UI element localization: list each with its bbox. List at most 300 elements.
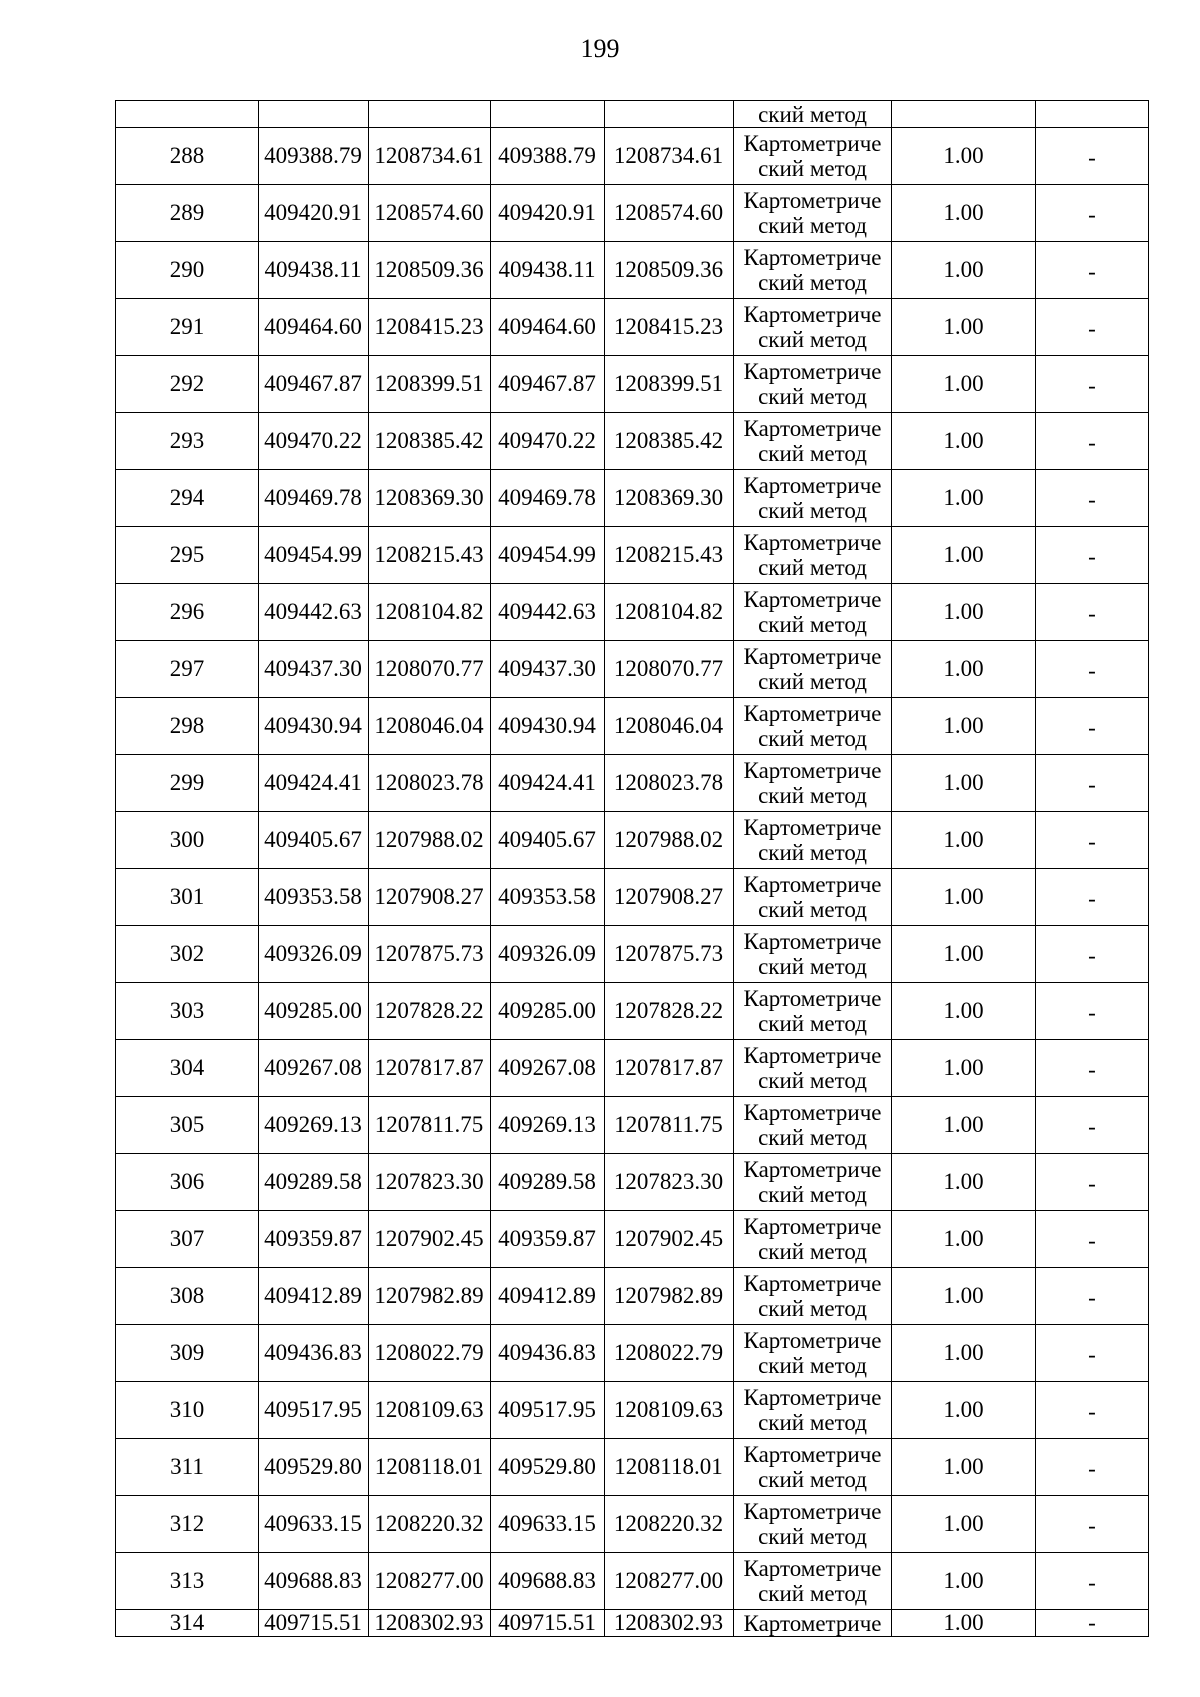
method-line-1: Картометриче (743, 1157, 882, 1182)
method-line-2: ский метод (758, 1239, 867, 1264)
method-line-2: ский метод (758, 1296, 867, 1321)
x-coordinate-new: 409405.67 (491, 812, 605, 869)
method-cell (734, 1439, 892, 1496)
accuracy-value: 1.00 (892, 299, 1036, 356)
y-coordinate-existing: 1207823.30 (369, 1154, 491, 1211)
x-coordinate-existing: 409285.00 (259, 983, 369, 1040)
method-line-2: ский метод (758, 441, 867, 466)
table-row (116, 812, 1149, 869)
method-line-1: Картометриче (743, 1043, 882, 1068)
note-value: - (1036, 1268, 1149, 1325)
accuracy-value: 1.00 (892, 1040, 1036, 1097)
note-value: - (1036, 356, 1149, 413)
note-value: - (1036, 926, 1149, 983)
point-number: 303 (116, 983, 259, 1040)
point-number: 311 (116, 1439, 259, 1496)
y-coordinate-existing: 1207875.73 (369, 926, 491, 983)
y-coordinate-new: 1208220.32 (605, 1496, 734, 1553)
method-cell (734, 641, 892, 698)
method-line-1: Картометриче (743, 701, 882, 726)
x-coordinate-new: 409430.94 (491, 698, 605, 755)
accuracy-value: 1.00 (892, 185, 1036, 242)
point-number: 297 (116, 641, 259, 698)
note-value: - (1036, 1439, 1149, 1496)
y-coordinate-new: 1208109.63 (605, 1382, 734, 1439)
method-line-2: ский метод (758, 1353, 867, 1378)
table-row (116, 527, 1149, 584)
method-cell (734, 1211, 892, 1268)
y-coordinate-existing: 1208118.01 (369, 1439, 491, 1496)
method-line-1: Картометриче (743, 131, 882, 156)
x-coordinate-existing: 409470.22 (259, 413, 369, 470)
method-cell (734, 1040, 892, 1097)
point-number: 304 (116, 1040, 259, 1097)
x-coordinate-new: 409420.91 (491, 185, 605, 242)
x-coordinate-existing: 409442.63 (259, 584, 369, 641)
y-coordinate-new: 1208734.61 (605, 128, 734, 185)
table-row (116, 1439, 1149, 1496)
y-coordinate-existing: 1207988.02 (369, 812, 491, 869)
x-coordinate-new: 409267.08 (491, 1040, 605, 1097)
method-line-2: ский метод (758, 783, 867, 808)
note-value: - (1036, 641, 1149, 698)
accuracy-value: 1.00 (892, 1268, 1036, 1325)
point-number: 314 (116, 1610, 259, 1637)
y-coordinate-existing: 1208220.32 (369, 1496, 491, 1553)
table-row (116, 641, 1149, 698)
point-number: 306 (116, 1154, 259, 1211)
point-number: 295 (116, 527, 259, 584)
method-line-1: Картометриче (743, 359, 882, 384)
note-value: - (1036, 1211, 1149, 1268)
y-coordinate-existing: 1208215.43 (369, 527, 491, 584)
y-coordinate-new: 1208302.93 (605, 1610, 734, 1637)
x-coordinate-existing: 409269.13 (259, 1097, 369, 1154)
method-cell (734, 1097, 892, 1154)
y-coordinate-existing: 1208415.23 (369, 299, 491, 356)
y-coordinate-existing: 1208277.00 (369, 1553, 491, 1610)
page-number: 199 (580, 34, 620, 63)
x-coordinate-new: 409467.87 (491, 356, 605, 413)
note-value: - (1036, 1325, 1149, 1382)
y-coordinate-new: 1208574.60 (605, 185, 734, 242)
table-row (116, 698, 1149, 755)
x-coordinate-new: 409359.87 (491, 1211, 605, 1268)
accuracy-value: 1.00 (892, 356, 1036, 413)
method-cell (734, 1382, 892, 1439)
x-coordinate-existing: 409353.58 (259, 869, 369, 926)
method-line-1: Картометриче (743, 1385, 882, 1410)
table-row (116, 185, 1149, 242)
cell-empty (1036, 101, 1149, 128)
method-cell (734, 812, 892, 869)
accuracy-value: 1.00 (892, 983, 1036, 1040)
y-coordinate-new: 1208369.30 (605, 470, 734, 527)
table-row (116, 869, 1149, 926)
method-line-2: ский метод (758, 954, 867, 979)
method-line-2: ский метод (758, 1011, 867, 1036)
y-coordinate-new: 1207988.02 (605, 812, 734, 869)
x-coordinate-existing: 409412.89 (259, 1268, 369, 1325)
x-coordinate-new: 409464.60 (491, 299, 605, 356)
note-value: - (1036, 527, 1149, 584)
x-coordinate-existing: 409469.78 (259, 470, 369, 527)
y-coordinate-new: 1208277.00 (605, 1553, 734, 1610)
x-coordinate-new: 409269.13 (491, 1097, 605, 1154)
y-coordinate-existing: 1208104.82 (369, 584, 491, 641)
y-coordinate-new: 1207823.30 (605, 1154, 734, 1211)
cell-empty (259, 101, 369, 128)
x-coordinate-new: 409326.09 (491, 926, 605, 983)
y-coordinate-new: 1208415.23 (605, 299, 734, 356)
y-coordinate-new: 1208215.43 (605, 527, 734, 584)
point-number: 289 (116, 185, 259, 242)
method-line-2: ский метод (758, 612, 867, 637)
y-coordinate-existing: 1208022.79 (369, 1325, 491, 1382)
accuracy-value: 1.00 (892, 242, 1036, 299)
point-number: 291 (116, 299, 259, 356)
x-coordinate-new: 409517.95 (491, 1382, 605, 1439)
accuracy-value: 1.00 (892, 869, 1036, 926)
x-coordinate-existing: 409267.08 (259, 1040, 369, 1097)
y-coordinate-existing: 1208385.42 (369, 413, 491, 470)
method-line-1: Картометриче (743, 644, 882, 669)
x-coordinate-new: 409424.41 (491, 755, 605, 812)
method-cell (734, 983, 892, 1040)
y-coordinate-new: 1207902.45 (605, 1211, 734, 1268)
method-line-2: ский метод (758, 327, 867, 352)
accuracy-value: 1.00 (892, 1382, 1036, 1439)
method-line-1: Картометриче (743, 758, 882, 783)
y-coordinate-existing: 1208509.36 (369, 242, 491, 299)
x-coordinate-new: 409633.15 (491, 1496, 605, 1553)
method-line-1: Картометриче (743, 1271, 882, 1296)
x-coordinate-new: 409289.58 (491, 1154, 605, 1211)
y-coordinate-new: 1208118.01 (605, 1439, 734, 1496)
y-coordinate-new: 1208022.79 (605, 1325, 734, 1382)
x-coordinate-existing: 409688.83 (259, 1553, 369, 1610)
x-coordinate-existing: 409436.83 (259, 1325, 369, 1382)
method-cell (734, 413, 892, 470)
point-number: 288 (116, 128, 259, 185)
table-row (116, 1610, 1149, 1637)
x-coordinate-existing: 409517.95 (259, 1382, 369, 1439)
y-coordinate-new: 1208399.51 (605, 356, 734, 413)
method-cell (734, 584, 892, 641)
method-line-2: ский метод (758, 1410, 867, 1435)
table-row (116, 1268, 1149, 1325)
method-line-2: ский метод (758, 498, 867, 523)
accuracy-value: 1.00 (892, 1496, 1036, 1553)
x-coordinate-new: 409529.80 (491, 1439, 605, 1496)
table-row (116, 1211, 1149, 1268)
y-coordinate-new: 1208104.82 (605, 584, 734, 641)
y-coordinate-new: 1208385.42 (605, 413, 734, 470)
point-number: 296 (116, 584, 259, 641)
accuracy-value: 1.00 (892, 1610, 1036, 1637)
point-number: 300 (116, 812, 259, 869)
method-cell (734, 527, 892, 584)
accuracy-value: 1.00 (892, 1097, 1036, 1154)
accuracy-value: 1.00 (892, 1439, 1036, 1496)
accuracy-value: 1.00 (892, 1154, 1036, 1211)
x-coordinate-existing: 409464.60 (259, 299, 369, 356)
table-row (116, 1040, 1149, 1097)
x-coordinate-existing: 409437.30 (259, 641, 369, 698)
note-value: - (1036, 812, 1149, 869)
note-value: - (1036, 1382, 1149, 1439)
point-number: 298 (116, 698, 259, 755)
method-line-1: Картометриче (743, 416, 882, 441)
method-cell (734, 128, 892, 185)
x-coordinate-new: 409688.83 (491, 1553, 605, 1610)
x-coordinate-existing: 409326.09 (259, 926, 369, 983)
y-coordinate-existing: 1207982.89 (369, 1268, 491, 1325)
method-cell (734, 1325, 892, 1382)
point-number: 293 (116, 413, 259, 470)
method-line-1: Картометриче (743, 815, 882, 840)
method-line-2: ский метод (758, 213, 867, 238)
note-value: - (1036, 1553, 1149, 1610)
y-coordinate-existing: 1207811.75 (369, 1097, 491, 1154)
x-coordinate-existing: 409289.58 (259, 1154, 369, 1211)
table-row (116, 755, 1149, 812)
note-value: - (1036, 584, 1149, 641)
table-row (116, 128, 1149, 185)
note-value: - (1036, 869, 1149, 926)
accuracy-value: 1.00 (892, 812, 1036, 869)
method-cell (734, 1154, 892, 1211)
y-coordinate-new: 1208509.36 (605, 242, 734, 299)
method-line-2: ский метод (758, 1581, 867, 1606)
accuracy-value: 1.00 (892, 698, 1036, 755)
point-number: 290 (116, 242, 259, 299)
method-line-2: ский метод (758, 1182, 867, 1207)
method-cell (734, 1268, 892, 1325)
x-coordinate-existing: 409454.99 (259, 527, 369, 584)
point-number: 310 (116, 1382, 259, 1439)
x-coordinate-existing: 409405.67 (259, 812, 369, 869)
method-cell (734, 1553, 892, 1610)
point-number: 294 (116, 470, 259, 527)
method-cell (734, 242, 892, 299)
x-coordinate-existing: 409359.87 (259, 1211, 369, 1268)
x-coordinate-new: 409442.63 (491, 584, 605, 641)
note-value: - (1036, 128, 1149, 185)
x-coordinate-new: 409437.30 (491, 641, 605, 698)
method-line-2: ский метод (758, 840, 867, 865)
method-cell (734, 356, 892, 413)
accuracy-value: 1.00 (892, 1211, 1036, 1268)
method-line-1: Картометриче (743, 929, 882, 954)
method-line-2: ский метод (758, 384, 867, 409)
accuracy-value: 1.00 (892, 641, 1036, 698)
accuracy-value: 1.00 (892, 128, 1036, 185)
x-coordinate-new: 409469.78 (491, 470, 605, 527)
method-line-2: ский метод (758, 1524, 867, 1549)
method-cell (734, 1496, 892, 1553)
table-row (116, 242, 1149, 299)
cell-empty (369, 101, 491, 128)
method-line-1: Картометриче (743, 1100, 882, 1125)
accuracy-value: 1.00 (892, 755, 1036, 812)
method-line-1: Картометриче (743, 245, 882, 270)
table-row (116, 1154, 1149, 1211)
method-cell (734, 926, 892, 983)
x-coordinate-existing: 409420.91 (259, 185, 369, 242)
note-value: - (1036, 413, 1149, 470)
x-coordinate-new: 409715.51 (491, 1610, 605, 1637)
note-value: - (1036, 242, 1149, 299)
method-cell (734, 755, 892, 812)
x-coordinate-existing: 409424.41 (259, 755, 369, 812)
x-coordinate-new: 409470.22 (491, 413, 605, 470)
method-line-1: Картометриче (743, 1556, 882, 1581)
y-coordinate-new: 1207811.75 (605, 1097, 734, 1154)
table-row (116, 470, 1149, 527)
method-line-1: Картометриче (743, 188, 882, 213)
cell-empty (605, 101, 734, 128)
table-row (116, 926, 1149, 983)
method-line-2: ский метод (758, 1068, 867, 1093)
point-number: 302 (116, 926, 259, 983)
y-coordinate-existing: 1208023.78 (369, 755, 491, 812)
method-cell: Картометриче (734, 1610, 892, 1637)
point-number: 292 (116, 356, 259, 413)
y-coordinate-existing: 1208046.04 (369, 698, 491, 755)
method-cell (734, 698, 892, 755)
table-row (116, 1325, 1149, 1382)
accuracy-value: 1.00 (892, 527, 1036, 584)
accuracy-value: 1.00 (892, 1325, 1036, 1382)
y-coordinate-new: 1207875.73 (605, 926, 734, 983)
method-line-2: ский метод (758, 555, 867, 580)
note-value: - (1036, 1610, 1149, 1637)
point-number: 299 (116, 755, 259, 812)
y-coordinate-existing: 1208070.77 (369, 641, 491, 698)
note-value: - (1036, 698, 1149, 755)
accuracy-value: 1.00 (892, 470, 1036, 527)
x-coordinate-new: 409388.79 (491, 128, 605, 185)
x-coordinate-new: 409412.89 (491, 1268, 605, 1325)
note-value: - (1036, 185, 1149, 242)
y-coordinate-existing: 1207817.87 (369, 1040, 491, 1097)
method-line-1: Картометриче (743, 1214, 882, 1239)
note-value: - (1036, 983, 1149, 1040)
y-coordinate-existing: 1208399.51 (369, 356, 491, 413)
accuracy-value: 1.00 (892, 584, 1036, 641)
method-line-1: Картометриче (743, 530, 882, 555)
x-coordinate-new: 409353.58 (491, 869, 605, 926)
coordinates-table (115, 100, 1149, 1637)
y-coordinate-new: 1207982.89 (605, 1268, 734, 1325)
method-line-1: Картометриче (743, 473, 882, 498)
note-value: - (1036, 1097, 1149, 1154)
point-number: 309 (116, 1325, 259, 1382)
x-coordinate-existing: 409430.94 (259, 698, 369, 755)
table-row (116, 1553, 1149, 1610)
cell-empty (892, 101, 1036, 128)
method-cell (734, 869, 892, 926)
x-coordinate-new: 409438.11 (491, 242, 605, 299)
table-row (116, 1382, 1149, 1439)
x-coordinate-new: 409454.99 (491, 527, 605, 584)
point-number: 312 (116, 1496, 259, 1553)
y-coordinate-new: 1208023.78 (605, 755, 734, 812)
method-continuation: ский метод (734, 101, 892, 128)
y-coordinate-existing: 1208369.30 (369, 470, 491, 527)
y-coordinate-new: 1207817.87 (605, 1040, 734, 1097)
table-row (116, 413, 1149, 470)
cell-empty (116, 101, 259, 128)
y-coordinate-existing: 1207828.22 (369, 983, 491, 1040)
y-coordinate-existing: 1208109.63 (369, 1382, 491, 1439)
point-number: 305 (116, 1097, 259, 1154)
x-coordinate-existing: 409633.15 (259, 1496, 369, 1553)
method-line-2: ский метод (758, 1467, 867, 1492)
point-number: 308 (116, 1268, 259, 1325)
table-row (116, 299, 1149, 356)
x-coordinate-existing: 409715.51 (259, 1610, 369, 1637)
x-coordinate-new: 409436.83 (491, 1325, 605, 1382)
y-coordinate-existing: 1207902.45 (369, 1211, 491, 1268)
y-coordinate-existing: 1208574.60 (369, 185, 491, 242)
point-number: 307 (116, 1211, 259, 1268)
accuracy-value: 1.00 (892, 413, 1036, 470)
note-value: - (1036, 299, 1149, 356)
method-line-1: Картометриче (743, 1442, 882, 1467)
accuracy-value: 1.00 (892, 1553, 1036, 1610)
method-cell (734, 185, 892, 242)
accuracy-value: 1.00 (892, 926, 1036, 983)
table-row (116, 356, 1149, 413)
point-number: 313 (116, 1553, 259, 1610)
point-number: 301 (116, 869, 259, 926)
method-line-2: ский метод (758, 726, 867, 751)
note-value: - (1036, 1496, 1149, 1553)
table-row (116, 983, 1149, 1040)
note-value: - (1036, 1154, 1149, 1211)
x-coordinate-existing: 409467.87 (259, 356, 369, 413)
y-coordinate-new: 1208070.77 (605, 641, 734, 698)
x-coordinate-existing: 409529.80 (259, 1439, 369, 1496)
method-line-1: Картометриче (743, 986, 882, 1011)
x-coordinate-existing: 409388.79 (259, 128, 369, 185)
method-line-1: Картометриче (743, 587, 882, 612)
method-line-2: ский метод (758, 270, 867, 295)
continuation-row (116, 101, 1149, 128)
x-coordinate-existing: 409438.11 (259, 242, 369, 299)
method-line-1: Картометриче (743, 302, 882, 327)
method-line-2: ский метод (758, 669, 867, 694)
note-value: - (1036, 1040, 1149, 1097)
method-line-1: Картометриче (743, 1328, 882, 1353)
method-cell (734, 299, 892, 356)
y-coordinate-existing: 1208302.93 (369, 1610, 491, 1637)
x-coordinate-new: 409285.00 (491, 983, 605, 1040)
method-line-1: Картометриче (743, 872, 882, 897)
cell-empty (491, 101, 605, 128)
method-line-2: ский метод (758, 156, 867, 181)
note-value: - (1036, 755, 1149, 812)
y-coordinate-new: 1207828.22 (605, 983, 734, 1040)
method-line-2: ский метод (758, 1125, 867, 1150)
y-coordinate-existing: 1208734.61 (369, 128, 491, 185)
table-row (116, 584, 1149, 641)
table-row (116, 1496, 1149, 1553)
y-coordinate-new: 1208046.04 (605, 698, 734, 755)
method-line-1: Картометриче (743, 1499, 882, 1524)
